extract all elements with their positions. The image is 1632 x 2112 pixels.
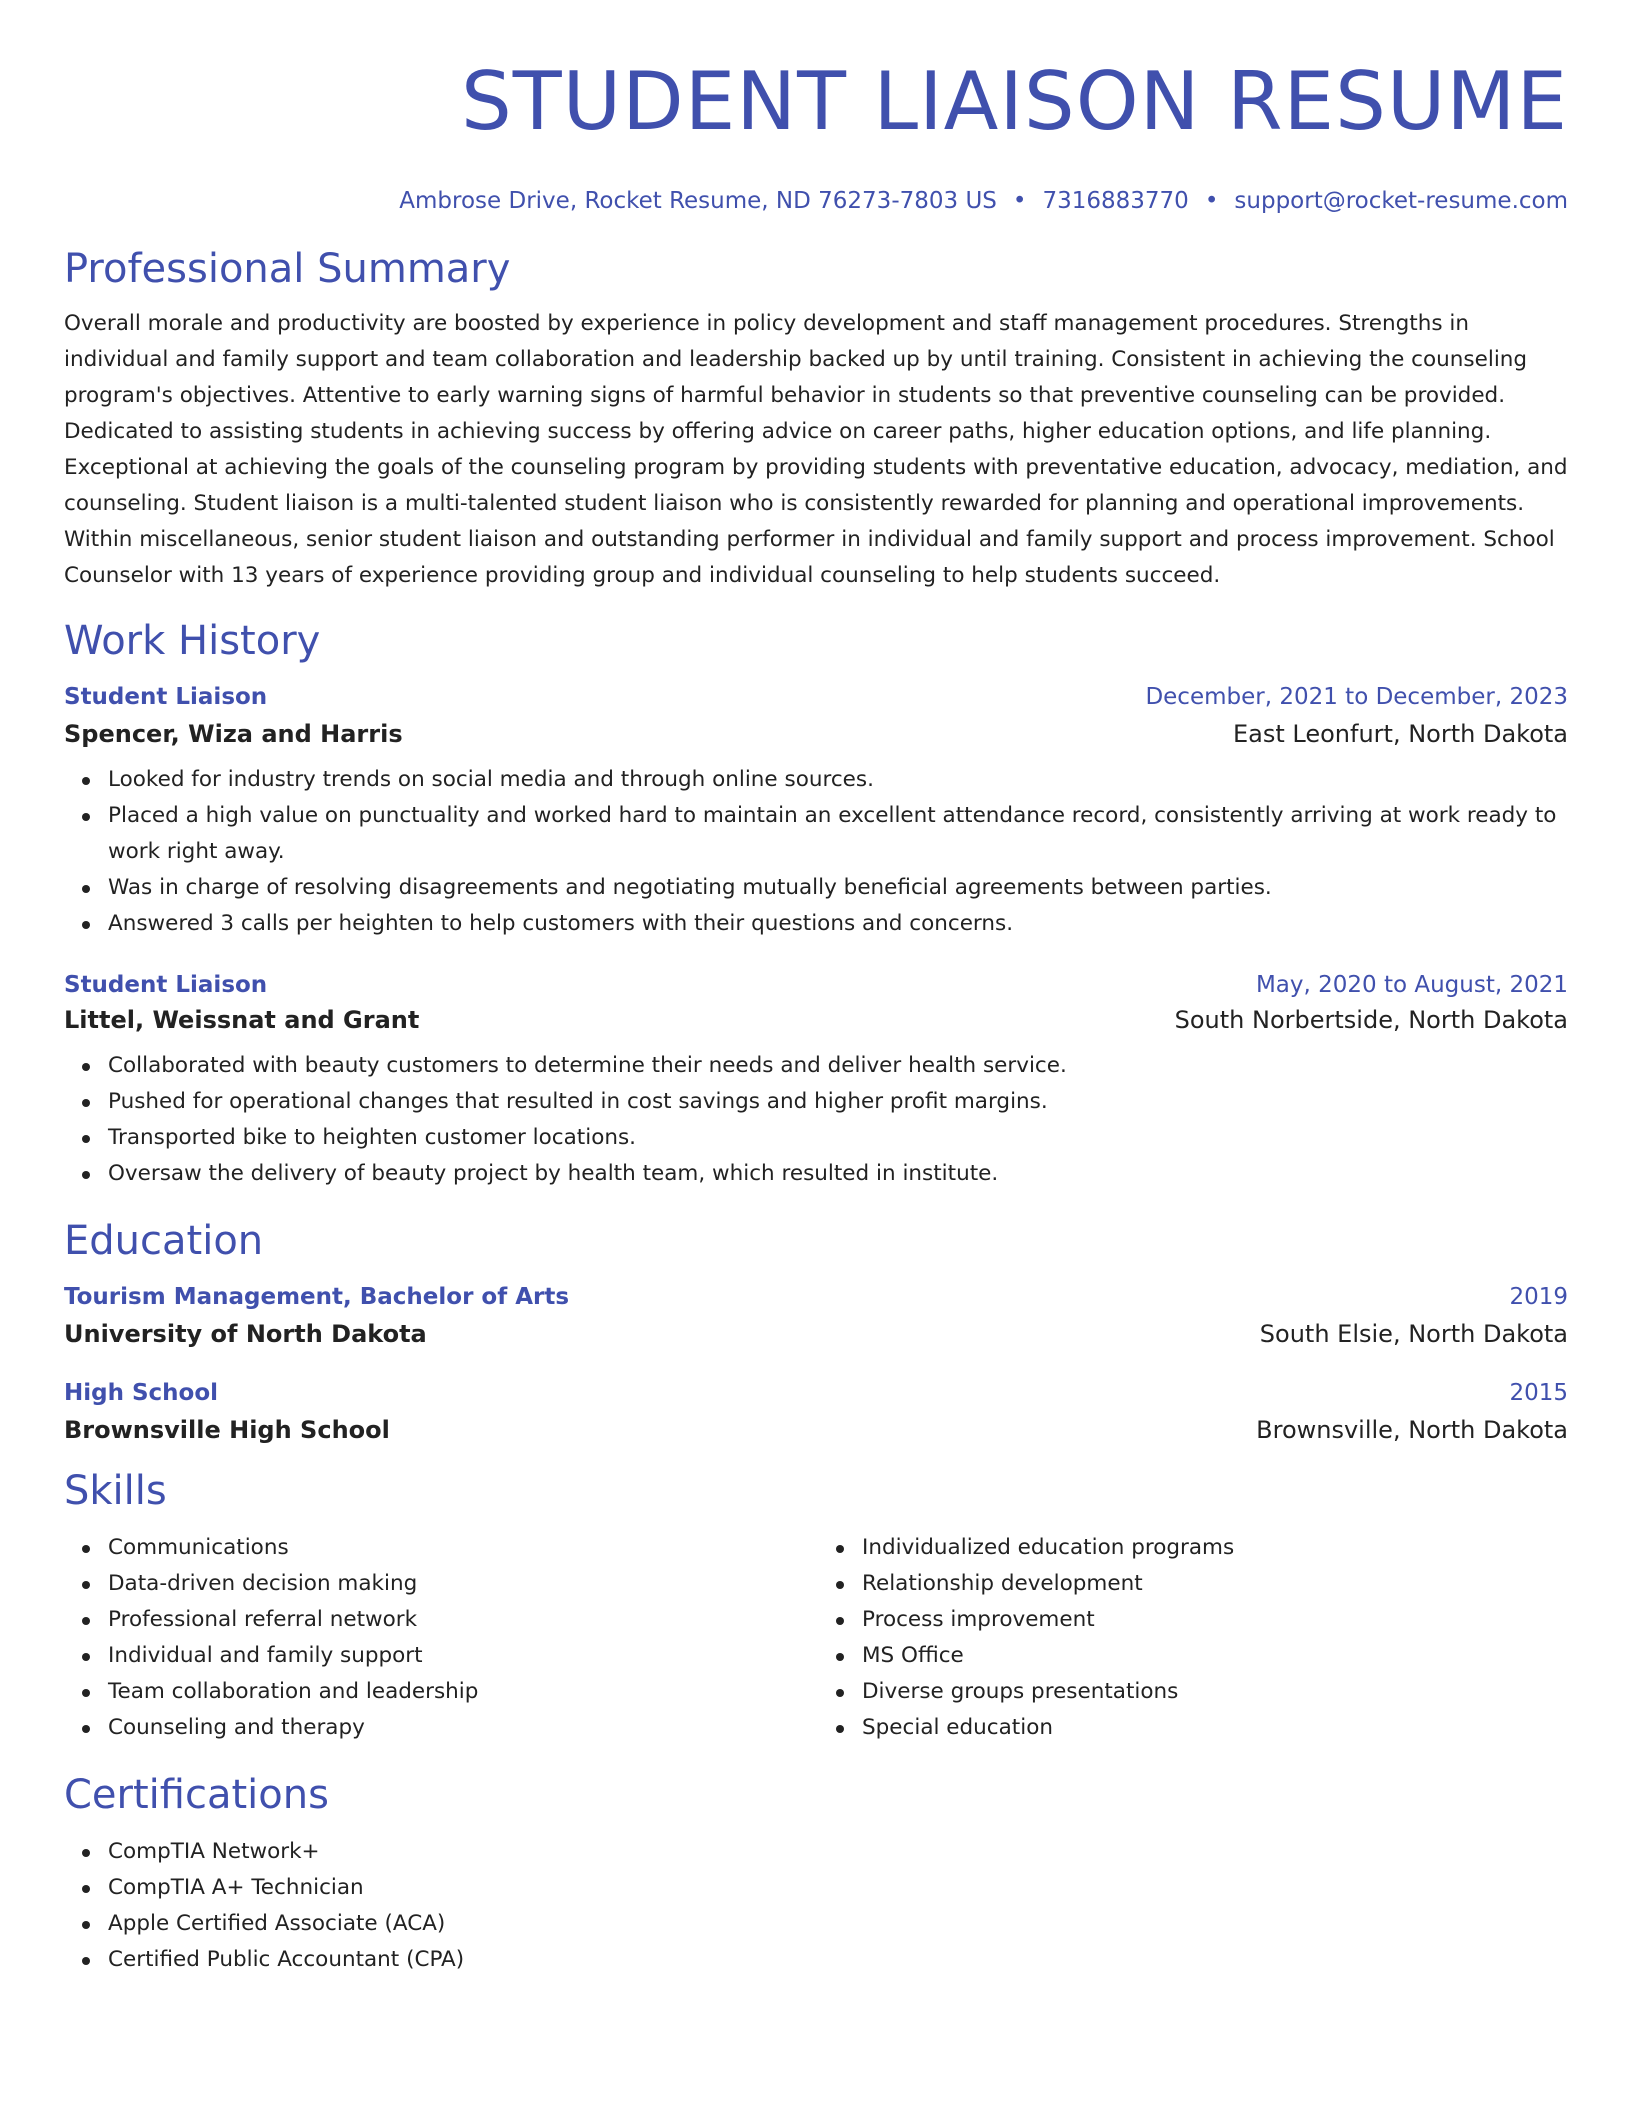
certifications-list (64, 1834, 1568, 1978)
job-company: Littel, Weissnat and Grant (64, 1006, 420, 1034)
skills-section (64, 1466, 1568, 1746)
contact-address: Ambrose Drive, Rocket Resume, ND 76273-7803 US (399, 188, 997, 214)
job-location: East Leonfurt, North Dakota (1232, 720, 1568, 748)
list-item: Diverse groups presentations (862, 1674, 1568, 1710)
education-school-row (64, 1416, 1568, 1444)
education-entry (64, 1380, 1568, 1444)
list-item: Communications (108, 1530, 816, 1566)
education-school: University of North Dakota (64, 1320, 427, 1348)
education-degree: High School (64, 1380, 219, 1406)
summary-section (64, 244, 1568, 594)
page-title: STUDENT LIAISON RESUME (460, 55, 1568, 148)
section-title-summary: Professional Summary (64, 246, 511, 292)
skills-column-right (816, 1530, 1568, 1746)
education-location: South Elsie, North Dakota (1259, 1320, 1568, 1348)
job-header-row (64, 972, 1568, 998)
contact-phone: 7316883770 (1042, 188, 1189, 214)
list-item: Placed a high value on punctuality and worked hard to maintain an excellent attendance record, consistently arriving at work ready to work right away. (108, 798, 1568, 870)
job-company-row (64, 1006, 1568, 1034)
education-year: 2015 (1509, 1380, 1568, 1406)
job-entry (64, 684, 1568, 942)
job-company-row (64, 720, 1568, 748)
section-title-certifications: Certifications (64, 1772, 329, 1818)
education-location: Brownsville, North Dakota (1256, 1416, 1568, 1444)
list-item: MS Office (862, 1638, 1568, 1674)
list-item: Individualized education programs (862, 1530, 1568, 1566)
education-entry (64, 1284, 1568, 1348)
education-header-row (64, 1380, 1568, 1406)
list-item: Collaborated with beauty customers to determine their needs and deliver health service. (108, 1048, 1568, 1084)
list-item: Was in charge of resolving disagreements and negotiating mutually beneficial agreements between parties. (108, 870, 1568, 906)
list-item: Oversaw the delivery of beauty project by health team, which resulted in institute. (108, 1156, 1568, 1192)
list-item: CompTIA Network+ (108, 1834, 1568, 1870)
job-location: South Norbertside, North Dakota (1174, 1006, 1568, 1034)
job-dates: May, 2020 to August, 2021 (1255, 972, 1568, 998)
skills-list (64, 1530, 816, 1746)
section-title-work: Work History (64, 618, 321, 664)
education-school: Brownsville High School (64, 1416, 390, 1444)
skills-columns (64, 1530, 1568, 1746)
work-section (64, 616, 1568, 1192)
skills-column-left (64, 1530, 816, 1746)
resume-header (64, 0, 1568, 216)
job-header-row (64, 684, 1568, 710)
list-item: Pushed for operational changes that resulted in cost savings and higher profit margins. (108, 1084, 1568, 1120)
education-header-row (64, 1284, 1568, 1310)
list-item: Professional referral network (108, 1602, 816, 1638)
list-item: Individual and family support (108, 1638, 816, 1674)
contact-line (64, 186, 1568, 216)
list-item: Apple Certified Associate (ACA) (108, 1906, 1568, 1942)
education-degree: Tourism Management, Bachelor of Arts (64, 1284, 570, 1310)
list-item: Counseling and therapy (108, 1710, 816, 1746)
job-title: Student Liaison (64, 972, 268, 998)
contact-separator: • (1204, 188, 1219, 214)
list-item: CompTIA A+ Technician (108, 1870, 1568, 1906)
list-item: Relationship development (862, 1566, 1568, 1602)
list-item: Transported bike to heighten customer locations. (108, 1120, 1568, 1156)
education-year: 2019 (1509, 1284, 1568, 1310)
job-title: Student Liaison (64, 684, 268, 710)
education-school-row (64, 1320, 1568, 1348)
job-company: Spencer, Wiza and Harris (64, 720, 403, 748)
list-item: Data-driven decision making (108, 1566, 816, 1602)
contact-email[interactable]: support@rocket-resume.com (1234, 188, 1568, 214)
job-bullets (64, 1048, 1568, 1192)
skills-list (816, 1530, 1568, 1746)
list-item: Special education (862, 1710, 1568, 1746)
summary-text: Overall morale and productivity are boosted by experience in policy development and staff management procedures. Strengths in individual and family support and team collaboration and leadership backed up by until training. Consistent in achieving the counseling program's objectives. Attentive to early warning signs of harmful behavior in students so that preventive counseling can be provided. Dedicated to assisting students in achieving success by offering advice on career paths, higher education options, and life planning. Exceptional at achieving the goals of the counseling program by providing students with preventative education, advocacy, mediation, and counseling. Student liaison is a multi-talented student liaison who is consistently rewarded for planning and operational improvements. Within miscellaneous, senior student liaison and outstanding performer in individual and family support and process improvement. School Counselor with 13 years of experience providing group and individual counseling to help students succeed. (64, 311, 1568, 588)
job-dates: December, 2021 to December, 2023 (1145, 684, 1568, 710)
certifications-section (64, 1770, 1568, 1978)
job-entry (64, 972, 1568, 1192)
education-section (64, 1216, 1568, 1444)
section-title-skills: Skills (64, 1468, 167, 1514)
list-item: Looked for industry trends on social media and through online sources. (108, 762, 1568, 798)
job-bullets (64, 762, 1568, 942)
list-item: Process improvement (862, 1602, 1568, 1638)
section-title-education: Education (64, 1218, 264, 1264)
contact-separator: • (1012, 188, 1027, 214)
list-item: Answered 3 calls per heighten to help customers with their questions and concerns. (108, 906, 1568, 942)
list-item: Team collaboration and leadership (108, 1674, 816, 1710)
list-item: Certified Public Accountant (CPA) (108, 1942, 1568, 1978)
